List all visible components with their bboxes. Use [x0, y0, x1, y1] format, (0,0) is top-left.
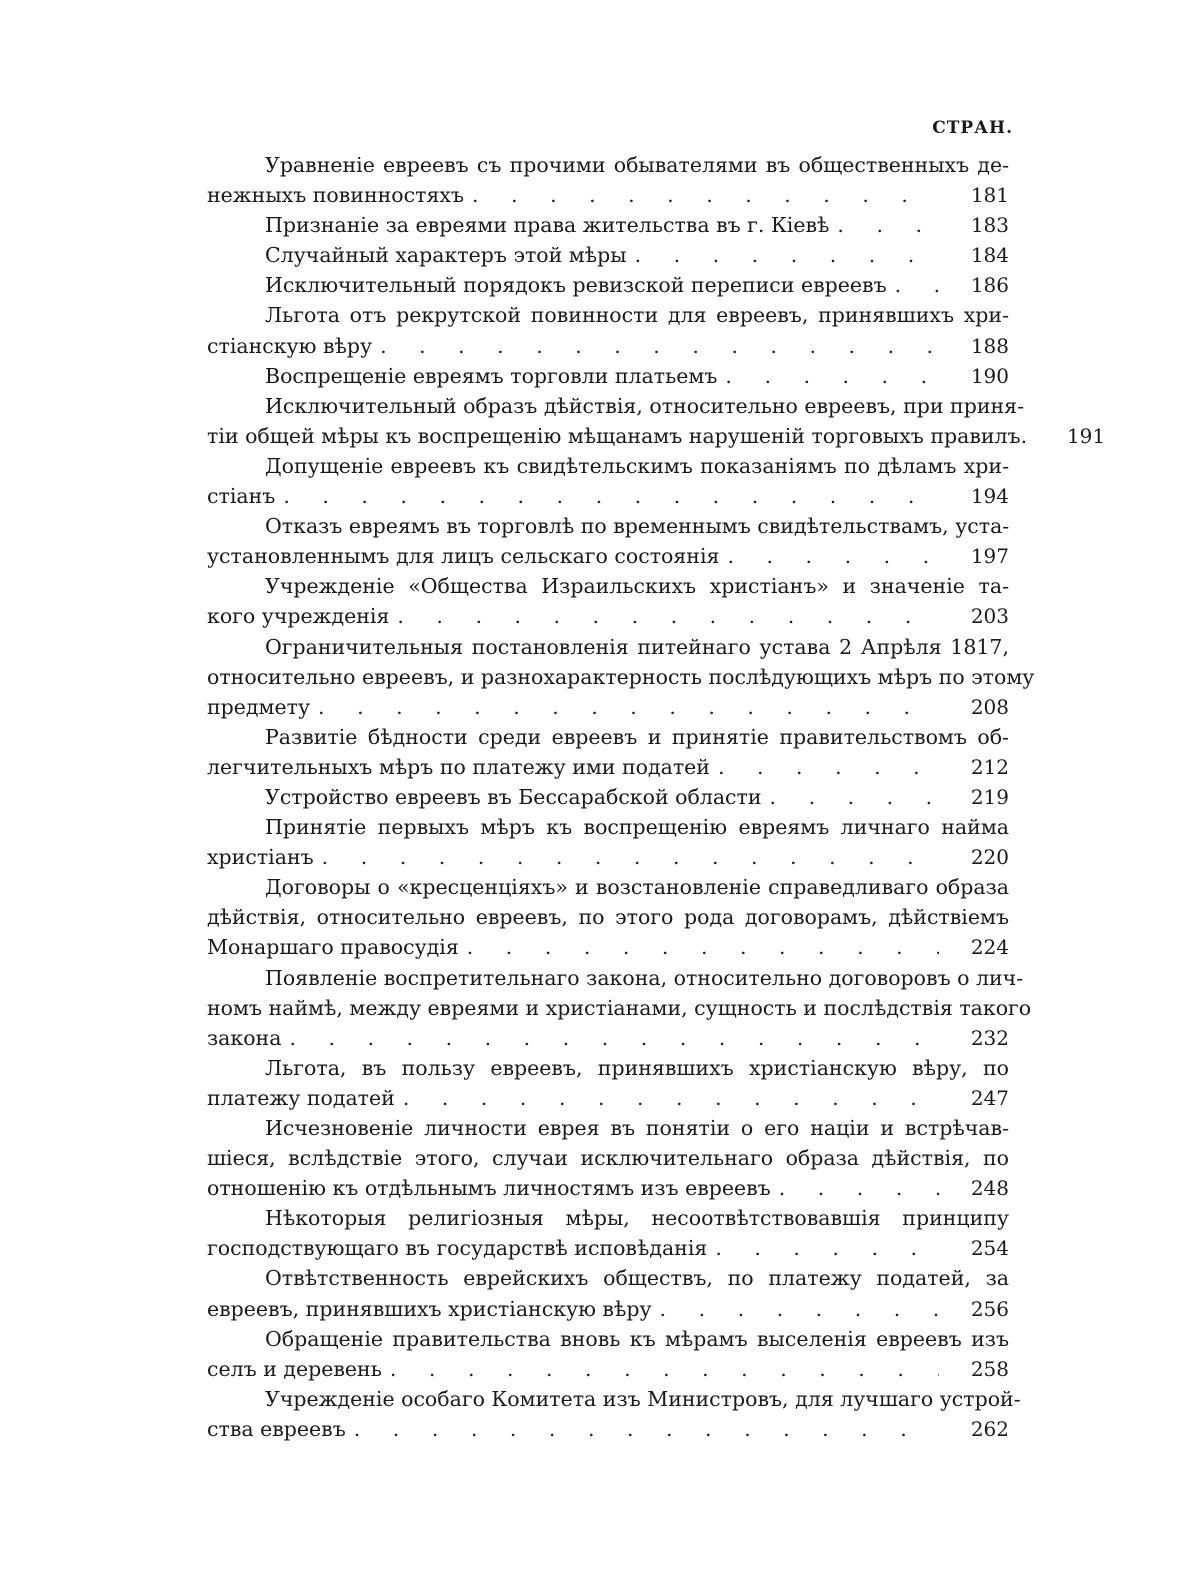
dot-leader — [472, 180, 939, 210]
toc-entry-line — [207, 1294, 1009, 1324]
toc-page-number: 184 — [970, 243, 1009, 268]
dot-leader — [318, 692, 939, 722]
toc-entry — [207, 1203, 1009, 1263]
dot-leader — [727, 541, 939, 571]
toc-page-number: 232 — [970, 1025, 1009, 1050]
toc-entry — [207, 300, 1009, 360]
dot-leader — [403, 1083, 939, 1113]
toc-page-number: 190 — [970, 363, 1009, 388]
dot-leader — [779, 1173, 939, 1203]
dot-leader — [718, 752, 939, 782]
toc-entry-text: установленнымъ для лицъ сельскаго состоянія — [207, 544, 720, 569]
toc-entry-line — [207, 1233, 1009, 1263]
toc-entry-line — [207, 421, 1106, 451]
dot-leader — [770, 782, 939, 812]
toc-entry-text: Учрежденіе «Общества Израильскихъ христіанъ» и значеніе та- — [265, 574, 1009, 599]
toc-entry-text: Допущеніе евреевъ къ свидѣтельскимъ показаніямъ по дѣламъ хри- — [265, 453, 1009, 478]
toc-entry-text: Отвѣтственность еврейскихъ обществъ, по платежу податей, за — [265, 1266, 1009, 1291]
toc-entry — [207, 270, 1009, 300]
toc-entry — [207, 451, 1009, 511]
toc-entry-text: закона — [207, 1025, 282, 1050]
toc-entry-line — [207, 692, 1009, 722]
toc-entry-text: Принятіе первыхъ мѣръ къ воспрещенію евреямъ личнаго найма — [265, 815, 1009, 840]
toc-entry-line — [207, 963, 1024, 993]
toc-page-number: 186 — [970, 273, 1009, 298]
toc-entry-text: Уравненіе евреевъ съ прочими обывателями въ общественныхъ де- — [265, 153, 1009, 177]
toc-page-number: 181 — [970, 183, 1009, 208]
toc-page-number: 191 — [1066, 423, 1106, 448]
toc-entry-line — [207, 571, 1009, 601]
toc-entry-text: Признаніе за евреями права жительства въ г. Кіевѣ — [265, 213, 830, 238]
toc-entry-line — [207, 662, 1035, 692]
toc-entry-text: тіи общей мѣры къ воспрещенію мѣщанамъ нарушеній торговыхъ правилъ. — [207, 423, 1028, 448]
dot-leader — [660, 1294, 939, 1324]
toc-entry-line — [207, 601, 1009, 631]
toc-entry-line — [207, 1384, 1021, 1414]
toc-page-number: 258 — [970, 1356, 1009, 1381]
toc-entry — [207, 872, 1009, 962]
toc-entry-text: Обращеніе правительства вновь къ мѣрамъ выселенія евреевъ изъ — [265, 1326, 1009, 1351]
toc-entry-text: Исключительный образъ дѣйствія, относительно евреевъ, при приня- — [265, 393, 1025, 418]
toc-entry-text: христіанъ — [207, 845, 314, 870]
toc-page-number: 220 — [970, 845, 1009, 870]
toc-page-number: 247 — [970, 1085, 1009, 1110]
toc-entry — [207, 150, 1009, 210]
toc-entry — [207, 1384, 1021, 1444]
toc-entry — [207, 210, 1009, 240]
toc-entry-text: Учрежденіе особаго Комитета изъ Министровъ, для лучшаго устрой- — [265, 1386, 1021, 1411]
toc-entry-line — [207, 331, 1009, 361]
toc-entry-text: ства евреевъ — [207, 1416, 346, 1441]
toc-entry-text: платежу податей — [207, 1085, 395, 1110]
dot-leader — [895, 270, 939, 300]
toc-entry — [207, 782, 1009, 812]
toc-entry-text: Нѣкоторыя религіозныя мѣры, несоотвѣтствовавшія принципу — [265, 1206, 1009, 1231]
toc-entry-text: Случайный характеръ этой мѣры — [265, 243, 627, 268]
toc-entry-text: нежныхъ повинностяхъ — [207, 183, 464, 208]
toc-entry-text: евреевъ, принявшихъ христіанскую вѣру — [207, 1296, 652, 1321]
dot-leader — [390, 1354, 939, 1384]
toc-entry — [207, 1053, 1009, 1113]
toc-entry-line — [207, 1083, 1009, 1113]
toc-entry-line — [207, 902, 1009, 932]
toc-entry-text: относительно евреевъ, и разнохарактерность послѣдующихъ мѣръ по этому — [207, 664, 1035, 689]
toc-entry-text: Ограничительныя постановленія питейнаго устава 2 Апрѣля 1817, — [265, 634, 1009, 659]
toc-entry-text: Монаршаго правосудія — [207, 935, 459, 960]
toc-entry-line — [207, 1414, 1009, 1444]
toc-page-number: 254 — [970, 1236, 1009, 1261]
toc-entry-line — [207, 391, 1025, 421]
toc-entry-line — [207, 240, 1009, 270]
toc-entry-line — [207, 361, 1009, 391]
toc-entry-text: Исключительный порядокъ ревизской переписи евреевъ — [265, 273, 887, 298]
toc-page-number: 262 — [970, 1416, 1009, 1441]
dot-leader — [725, 361, 939, 391]
toc-entry-line — [207, 842, 1009, 872]
toc-entry-line — [207, 932, 1009, 962]
toc-entry-line — [207, 752, 1009, 782]
toc-entry — [207, 722, 1009, 782]
toc-page-number: 256 — [970, 1296, 1009, 1321]
toc-page-number: 197 — [970, 544, 1009, 569]
page-column-header: СТРАН. — [932, 118, 1013, 138]
toc-entry-text: стіанскую вѣру — [207, 333, 373, 358]
toc-page-number: 212 — [970, 754, 1009, 779]
toc-entry-text: предмету — [207, 694, 311, 719]
dot-leader — [354, 1414, 939, 1444]
toc-entry — [207, 391, 1106, 451]
toc-entry — [207, 963, 1032, 1053]
toc-entry — [207, 511, 1009, 571]
toc-entry-line — [207, 1263, 1009, 1293]
toc-entry-line — [207, 210, 1009, 240]
toc-entry-text: кого учрежденія — [207, 604, 390, 629]
toc-page-number: 219 — [970, 784, 1009, 809]
toc-entry-text: Договоры о «кресценціяхъ» и возстановленіе справедливаго образа — [265, 875, 1009, 900]
toc-entry-text: легчительныхъ мѣръ по платежу ими податей — [207, 754, 710, 779]
toc-entry-text: отношенію къ отдѣльнымъ личностямъ изъ евреевъ — [207, 1176, 771, 1201]
toc-entry-text: Воспрещеніе евреямъ торговли платьемъ — [265, 363, 718, 388]
toc-entry-line — [207, 1113, 1009, 1143]
dot-leader — [467, 932, 939, 962]
toc-entry-line — [207, 872, 1009, 902]
toc-entry-line — [207, 481, 1009, 511]
dot-leader — [635, 240, 939, 270]
toc-page-number: 224 — [970, 935, 1009, 960]
toc-entry-line — [207, 993, 1032, 1023]
toc-entry-text: Появленіе воспретительнаго закона, относительно договоровъ о лич- — [265, 965, 1024, 990]
toc-page-number: 248 — [970, 1176, 1009, 1201]
toc-entry — [207, 632, 1035, 722]
toc-entry-text: номъ наймѣ, между евреями и христіанами, сущность и послѣдствія такого — [207, 995, 1032, 1020]
dot-leader — [837, 210, 939, 240]
toc-entry-text: Устройство евреевъ въ Бессарабской области — [265, 784, 762, 809]
toc-entry-line — [207, 632, 1009, 662]
toc-entry-text: шіеся, вслѣдствіе этого, случаи исключительнаго образа дѣйствія, по — [207, 1146, 1009, 1171]
dot-leader — [715, 1233, 939, 1263]
dot-leader — [322, 842, 939, 872]
toc-entry-text: дѣйствія, относительно евреевъ, по этого рода договорамъ, дѣйствіемъ — [207, 905, 1009, 930]
toc-entry-line — [207, 150, 1009, 180]
toc-entry-text: Льгота отъ рекрутской повинности для евреевъ, принявшихъ хри- — [265, 303, 1009, 328]
toc-entry-text: селъ и деревень — [207, 1356, 382, 1381]
toc-entry-line — [207, 270, 1009, 300]
toc-entry-line — [207, 300, 1009, 330]
toc-entry-line — [207, 722, 1009, 752]
dot-leader — [283, 481, 939, 511]
table-of-contents — [207, 150, 1106, 1444]
toc-entry-line — [207, 1143, 1009, 1173]
toc-entry — [207, 240, 1009, 270]
toc-entry-line — [207, 1173, 1009, 1203]
toc-page-number: 203 — [970, 604, 1009, 629]
toc-page-number: 194 — [970, 484, 1009, 509]
dot-leader — [397, 601, 939, 631]
toc-entry-line — [207, 1203, 1009, 1233]
toc-entry-line — [207, 812, 1009, 842]
dot-leader — [289, 1023, 939, 1053]
toc-entry-line — [207, 1023, 1009, 1053]
toc-entry-text: стіанъ — [207, 484, 276, 509]
toc-entry — [207, 1113, 1009, 1203]
toc-entry — [207, 571, 1009, 631]
toc-entry-line — [207, 782, 1009, 812]
toc-entry-line — [207, 1354, 1009, 1384]
dot-leader — [380, 331, 939, 361]
toc-entry-line — [207, 1324, 1009, 1354]
toc-entry — [207, 1263, 1009, 1323]
toc-page-number: 208 — [970, 694, 1009, 719]
toc-entry-text: Развитіе бѣдности среди евреевъ и принятіе правительствомъ об- — [265, 724, 1009, 749]
toc-entry-text: Льгота, въ пользу евреевъ, принявшихъ христіанскую вѣру, по — [265, 1055, 1009, 1080]
toc-entry-text: Исчезновеніе личности еврея въ понятіи о его націи и встрѣчав- — [265, 1116, 1009, 1140]
toc-page-number: 183 — [970, 213, 1009, 238]
toc-entry-text: Отказъ евреямъ въ торговлѣ по временнымъ свидѣтельствамъ, уста- — [265, 514, 1010, 539]
toc-entry — [207, 361, 1009, 391]
toc-entry-line — [207, 180, 1009, 210]
toc-entry — [207, 812, 1009, 872]
toc-entry-line — [207, 451, 1009, 481]
toc-entry-text: господствующаго въ государствѣ исповѣданія — [207, 1236, 708, 1261]
toc-entry — [207, 1324, 1009, 1384]
toc-entry-line — [207, 511, 1009, 541]
toc-page-number: 188 — [970, 333, 1009, 358]
toc-entry-line — [207, 541, 1009, 571]
toc-entry-line — [207, 1053, 1009, 1083]
